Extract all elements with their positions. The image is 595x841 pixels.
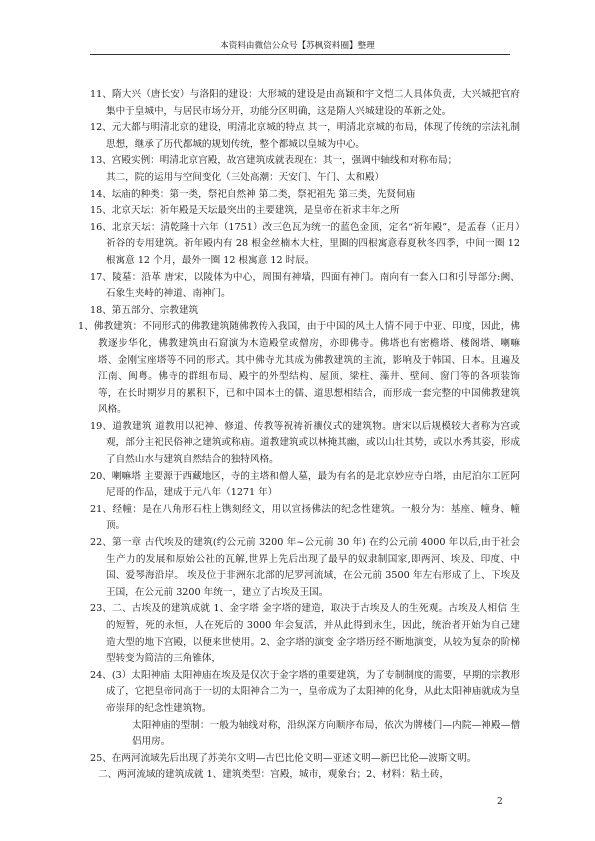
paragraph: 1、佛教建筑：不同形式的佛教建筑随佛教传入我国，由于中国的风土人情不同于中亚、印度，因此，佛教逐步华化，佛教建筑由石窟演为木造殿堂或僧房，亦即佛寺。佛塔也有密檐塔、楼阁塔、喇嘛塔、金刚宝座塔等不同的形式。其中佛寺尤其成为佛教建筑的主流，影响及于韩国、日本。且遍及江南、闽粤。佛寺的群组布局、殿宇的外型结构、屋顶、梁柱、藻井、壁间、窗门等的各项装饰等，在长时期岁月的累积下，已和中国本土的儒、道思想相结合，而形成一套完整的中国佛教建筑风格。	[78, 321, 520, 416]
section-heading: 18、第五部分、宗教建筑	[90, 304, 199, 316]
paragraph: 16、北京天坛：清乾隆十六年（1751）改三色瓦为统一的蓝色金顶，定名“祈年殿”，是孟春（正月）祈谷的专用建筑。祈年殿内有 28 根金丝楠木大柱，里圈的四根寓意春夏秋冬四季，中间一圈 12 根寓意 12 个月，最外一圈 12 根寓意 12 时辰。	[90, 221, 520, 266]
paragraph: 其二，院的运用与空间变化（三处高潮：天安门、午门、太和殿）	[106, 171, 385, 183]
paragraph: 25、在两河流域先后出现了苏美尔文明—古巴比伦文明—亚述文明—新巴比伦—波斯文明。	[90, 752, 477, 764]
paragraph: 22、第一章 古代埃及的建筑(约公元前 3200 年~公元前 30 年) 在约公元前 4000 年以后,由于社会生产力的发展和原始公社的瓦解,世界上先后出现了最早的奴隶制国家,即两河、埃及、印度、中国、爱琴海沿岸。 埃及位于非洲东北部的尼罗河流域，在公元前 3500 年左右形成了上、下埃及王国，在公元前 3200 年统一，建立了古埃及王国。	[90, 537, 520, 598]
paragraph: 14、坛庙的种类：第一类，祭祀自然神 第二类，祭祀祖先 第三类，先贤伺庙	[90, 188, 416, 200]
paragraph: 12、元大都与明清北京的建设，明清北京城的特点 其一，明清北京城的布局，体现了传统的宗法礼制思想，继承了历代都城的规划传统，整个都城以皇城为中心。	[90, 122, 520, 150]
document-body	[78, 87, 520, 784]
paragraph: 24、(3）太阳神庙 太阳神庙在埃及是仅次于金字塔的重要建筑，为了专制制度的需要，早期的宗教形成了，它把皇帝同高于一切的太阳神合二为一，皇帝成为了太阳神的化身，从此太阳神庙就成为皇帝崇拜的纪念性建筑物。	[90, 669, 520, 714]
paragraph: 二、两河流域的建筑成就 1、建筑类型：宫殿，城市，观象台；2、材料：粘土砖，	[98, 769, 450, 781]
page-header: 本资料由微信公众号【苏枫资料圈】整理	[220, 41, 375, 51]
page-number: 2	[497, 797, 503, 807]
header-divider	[90, 54, 510, 55]
paragraph: 17、陵墓：沿革 唐宋，以陵体为中心，周围有神墙，四面有神门。南向有一套入口和引导部分:阙、石象生夹峙的神道、南神门。	[90, 271, 520, 300]
paragraph: 15、北京天坛：祈年殿是天坛最突出的主要建筑，是皇帝在祈求丰年之所	[90, 205, 400, 217]
paragraph: 23、二、古埃及的建筑成就 1、金字塔 金字塔的建造，取决于古埃及人的生死观。古埃及人相信 生的短暂，死的永恒，人在死后的 3000 年会复活，并从此得到永生，因此，统治者开始为自己建造大型的地下宫殿，以便来世使用。2、金字塔的演变 金字塔历经不断地演变，从较为复杂的阶梯型转变为简洁的三角锥体，	[90, 603, 520, 665]
paragraph: 11、隋大兴（唐长安）与洛阳的建设：大形城的建设是由高颖和宇文恺二人具体负责，大兴城把官府集中于皇城中，与居民市场分开，功能分区明确，这是隋人兴城建设的革新之处。	[90, 89, 520, 117]
paragraph: 20、喇嘛塔 主要源于西藏地区，寺的主塔和僧人墓，最为有名的是北京妙应寺白塔，由尼泊尔工匠阿尼哥的作品，建成于元八年（1271 年）	[90, 470, 520, 499]
paragraph: 太阳神庙的型制：一般为轴线对称，沿纵深方向顺序布局，依次为牌楼门—内院—神殿—僧侣用房。	[132, 719, 520, 748]
paragraph: 13、宫殿实例：明清北京宫殿，故宫建筑成就表现在：其一，强调中轴线和对称布局；	[90, 155, 458, 167]
paragraph: 21、经幢：是在八角形石柱上镌刻经文，用以宣扬佛法的纪念性建筑。一般分为：基座、幢身、幢顶。	[90, 503, 520, 532]
paragraph: 19、道教建筑 道教用以祀神、修道、传教等祝祷祈禳仪式的建筑物。唐宋以后规模较大者称为宫或观，部分主祀民俗神之建筑或称庙。道教建筑或以林掩其幽，或以山壮其势，或以水秀其姿，形成了自然山水与建筑自然结合的独特风格。	[90, 420, 520, 466]
